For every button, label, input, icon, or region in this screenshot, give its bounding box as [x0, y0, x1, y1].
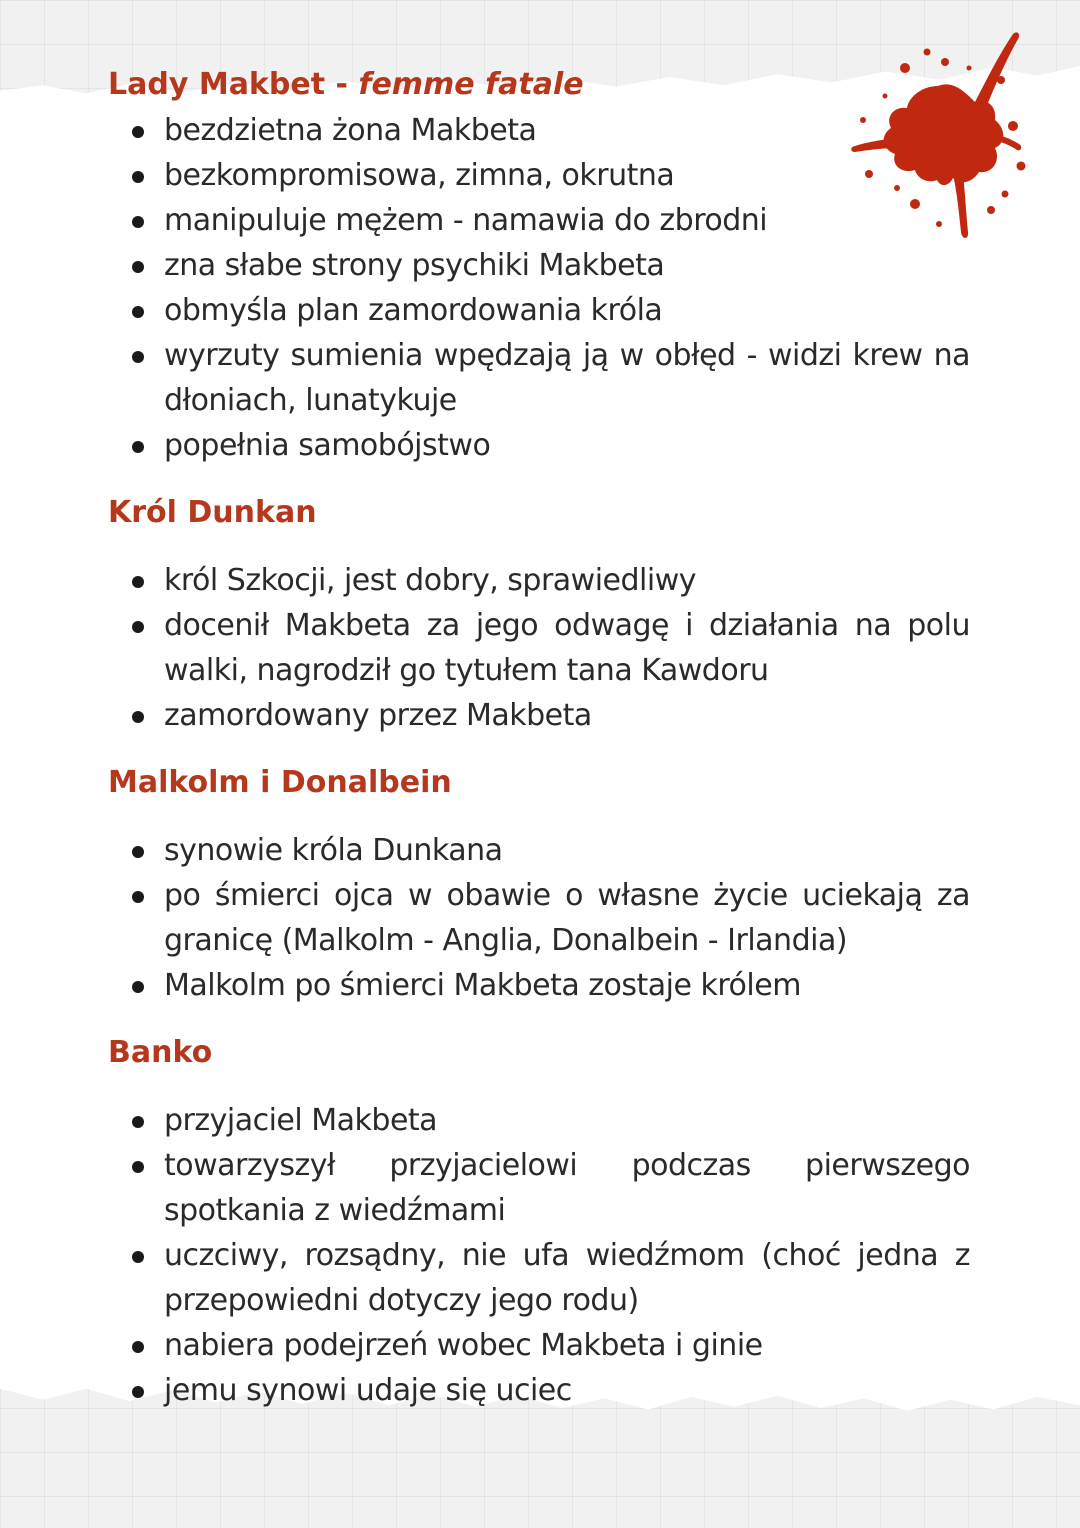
spacer: [108, 468, 970, 490]
list-item: manipuluje mężem - namawia do zbrodni: [108, 198, 970, 243]
section-heading: Malkolm i Donalbein: [108, 765, 452, 800]
section-lady-makbet: [108, 62, 970, 468]
list-item: synowie króla Dunkana: [108, 828, 970, 873]
list-item: towarzyszył przyjacielowi podczas pierwszego spotkania z wiedźmami: [108, 1143, 970, 1233]
list-item: król Szkocji, jest dobry, sprawiedliwy: [108, 558, 970, 603]
spacer: [108, 1076, 970, 1098]
list-item: uczciwy, rozsądny, nie ufa wiedźmom (choć jedna z przepowiedni dotyczy jego rodu): [108, 1233, 970, 1323]
list-item: nabiera podejrzeń wobec Makbeta i ginie: [108, 1323, 970, 1368]
list-item: po śmierci ojca w obawie o własne życie uciekają za granicę (Malkolm - Anglia, Donalbein - Irlandia): [108, 873, 970, 963]
list-item: przyjaciel Makbeta: [108, 1098, 970, 1143]
list-item: popełnia samobójstwo: [108, 423, 970, 468]
bullet-list: [108, 1098, 970, 1413]
list-item: obmyśla plan zamordowania króla: [108, 288, 970, 333]
list-item: wyrzuty sumienia wpędzają ją w obłęd - widzi krew na dłoniach, lunatykuje: [108, 333, 970, 423]
heading-title: Lady Makbet -: [108, 67, 359, 102]
list-item: docenił Makbeta za jego odwagę i działania na polu walki, nagrodził go tytułem tana Kawdoru: [108, 603, 970, 693]
section-krol-dunkan: [108, 490, 970, 738]
spacer: [108, 806, 970, 828]
spacer: [108, 536, 970, 558]
section-malkolm-donalbein: [108, 760, 970, 1008]
bullet-list: [108, 108, 970, 468]
list-item: zna słabe strony psychiki Makbeta: [108, 243, 970, 288]
spacer: [108, 738, 970, 760]
section-heading: [108, 62, 970, 108]
section-banko: [108, 1030, 970, 1413]
heading-title-italic: femme fatale: [358, 67, 584, 102]
bullet-list: [108, 828, 970, 1008]
spacer: [108, 1008, 970, 1030]
list-item: jemu synowi udaje się uciec: [108, 1368, 970, 1413]
bullet-list: [108, 558, 970, 738]
document-content: [108, 62, 970, 1413]
list-item: bezdzietna żona Makbeta: [108, 108, 970, 153]
list-item: Malkolm po śmierci Makbeta zostaje królem: [108, 963, 970, 1008]
section-heading: Król Dunkan: [108, 495, 317, 530]
section-heading: Banko: [108, 1035, 213, 1070]
list-item: bezkompromisowa, zimna, okrutna: [108, 153, 970, 198]
list-item: zamordowany przez Makbeta: [108, 693, 970, 738]
